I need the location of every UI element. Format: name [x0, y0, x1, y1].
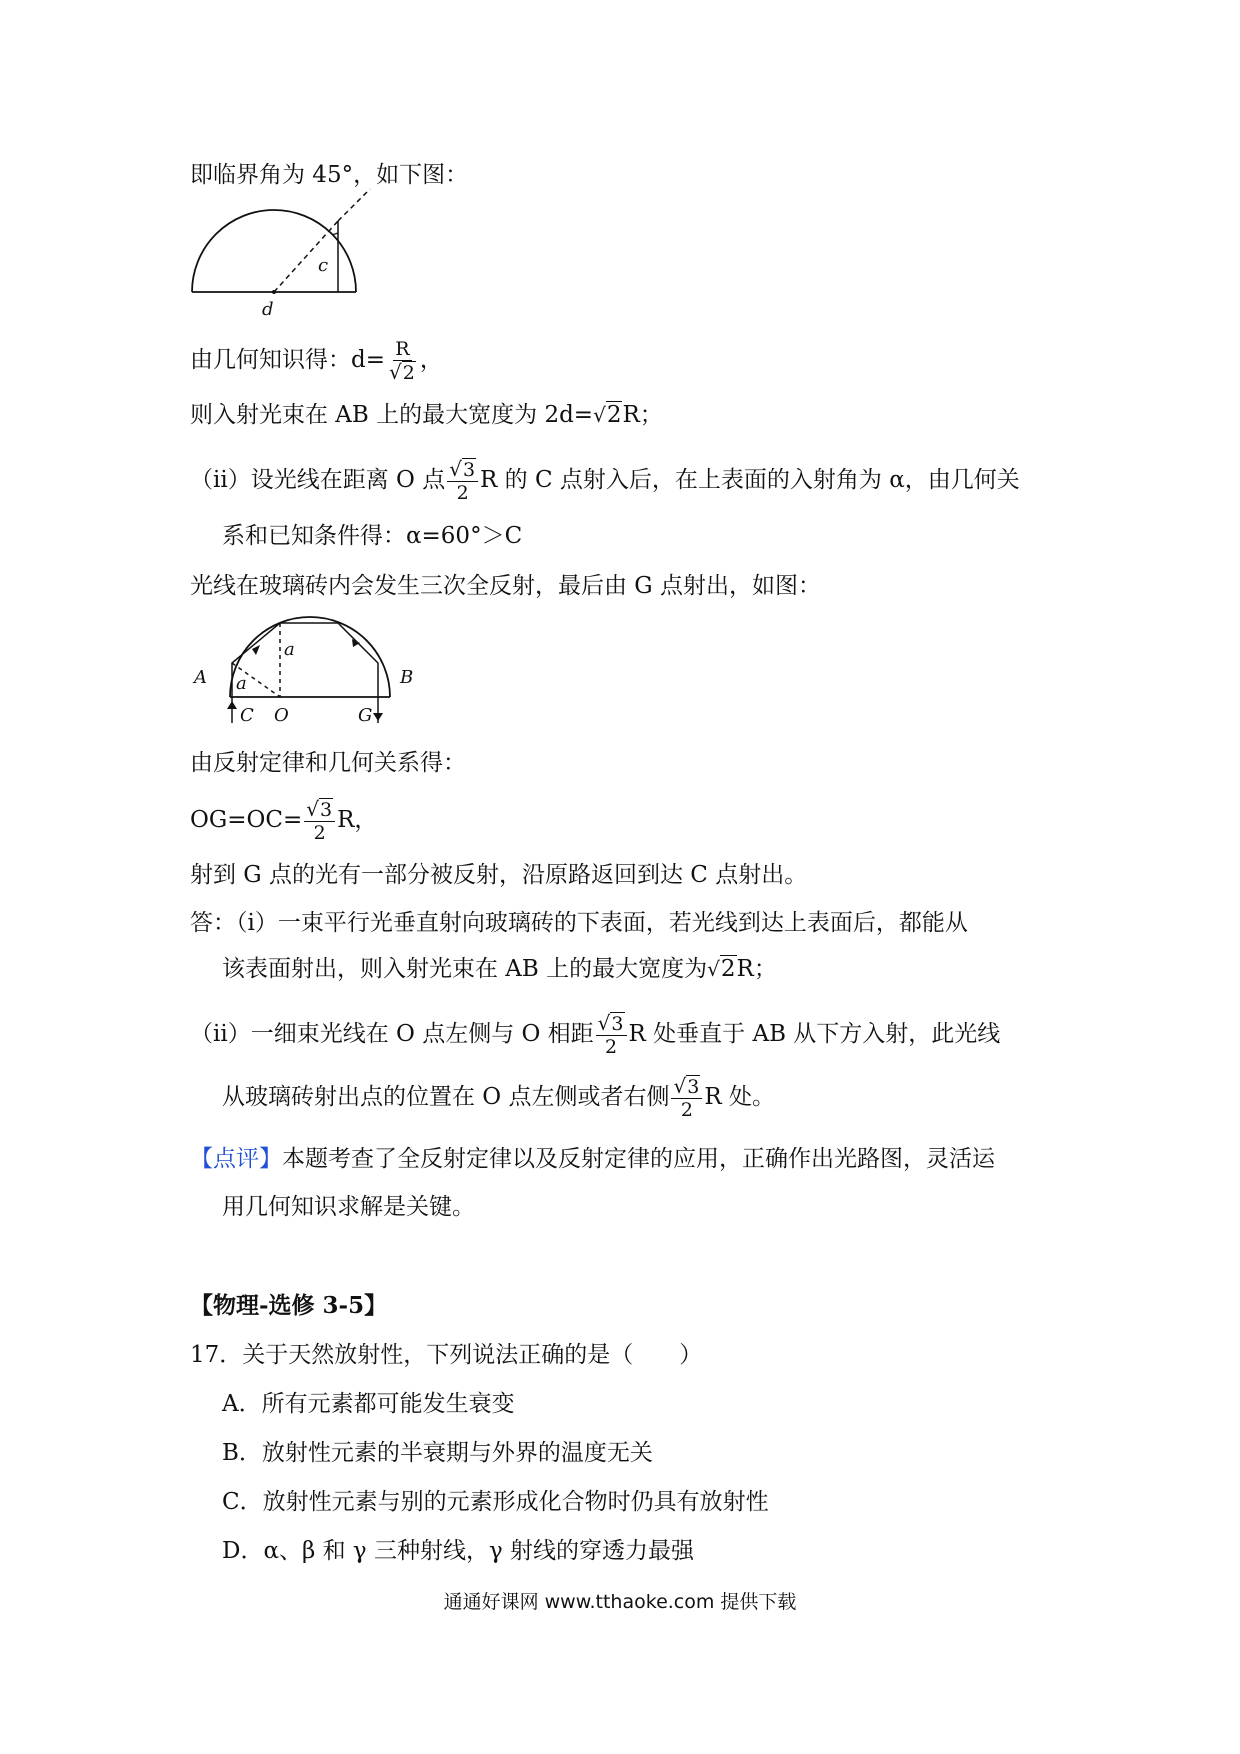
fraction-r-over-sqrt2: $\frac{R}{√2}$ [389, 338, 415, 384]
text-geometry-d: 由几何知识得：d= $\frac{R}{√2}$ ， [190, 338, 443, 384]
option-d: D．α、β 和 γ 三种射线，γ 射线的穿透力最强 [222, 1538, 695, 1564]
fig1-label-d: d [262, 299, 274, 320]
text-part-ii-setup: （ii）设光线在距离 O 点 $\frac{√3}{2}$ R 的 C 点射入后，在上表面的入射角为 α，由几何关 [190, 457, 1020, 504]
text-answer-i-cont: 该表面射出，则入射光束在 AB 上的最大宽度为√2R； [222, 956, 777, 982]
fig1-label-c: c [318, 255, 329, 276]
fig2-label-G: G [358, 705, 373, 726]
fig2-label-C: C [240, 705, 254, 726]
footer-source: 通通好课网 www.tthaoke.com 提供下载 [443, 1591, 797, 1613]
figure-semicircle-reflections [190, 605, 420, 725]
fig2-label-O: O [274, 705, 289, 726]
text-answer-ii: （ii）一细束光线在 O 点左侧与 O 相距 $\frac{√3}{2}$ R 处垂直于 AB 从下方入射，此光线 [190, 1011, 1001, 1058]
text-three-reflections: 光线在玻璃砖内会发生三次全反射，最后由 G 点射出，如图： [190, 573, 821, 599]
option-b: B．放射性元素的半衰期与外界的温度无关 [222, 1440, 653, 1466]
question-17: 17．关于天然放射性，下列说法正确的是（ ） [190, 1342, 703, 1368]
option-c: C．放射性元素与别的元素形成化合物时仍具有放射性 [222, 1489, 769, 1515]
text-critical-angle: 即临界角为 45°，如下图： [190, 162, 469, 188]
fig2-label-alpha-left: a [236, 673, 247, 694]
text-point-g-reflection: 射到 G 点的光有一部分被反射，沿原路返回到达 C 点射出。 [190, 862, 808, 888]
text-answer-i: 答：（i）一束平行光垂直射向玻璃砖的下表面，若光线到达上表面后，都能从 [190, 910, 968, 936]
comment-tag: 【点评】 [190, 1146, 282, 1172]
text-og-oc: OG=OC= $\frac{√3}{2}$ R， [190, 797, 378, 844]
fig2-label-B: B [400, 667, 414, 688]
text-comment-cont: 用几何知识求解是关键。 [222, 1194, 475, 1220]
fig2-label-A: A [194, 667, 207, 688]
figure-semicircle-critical-angle [190, 197, 360, 320]
text-comment: 【点评】本题考查了全反射定律以及反射定律的应用，正确作出光路图，灵活运 [190, 1146, 995, 1172]
text-reflection-law: 由反射定律和几何关系得： [190, 750, 466, 776]
section-heading: 【物理-选修 3-5】 [190, 1292, 388, 1319]
text-answer-ii-cont: 从玻璃砖射出点的位置在 O 点左侧或者右侧 $\frac{√3}{2}$ R 处。 [222, 1074, 775, 1121]
text-max-width: 则入射光束在 AB 上的最大宽度为 2d=√2R； [190, 402, 663, 428]
text-alpha-condition: 系和已知条件得：α=60°＞C [222, 523, 523, 549]
option-a: A．所有元素都可能发生衰变 [222, 1391, 515, 1417]
fig2-label-alpha-top: a [284, 639, 295, 660]
